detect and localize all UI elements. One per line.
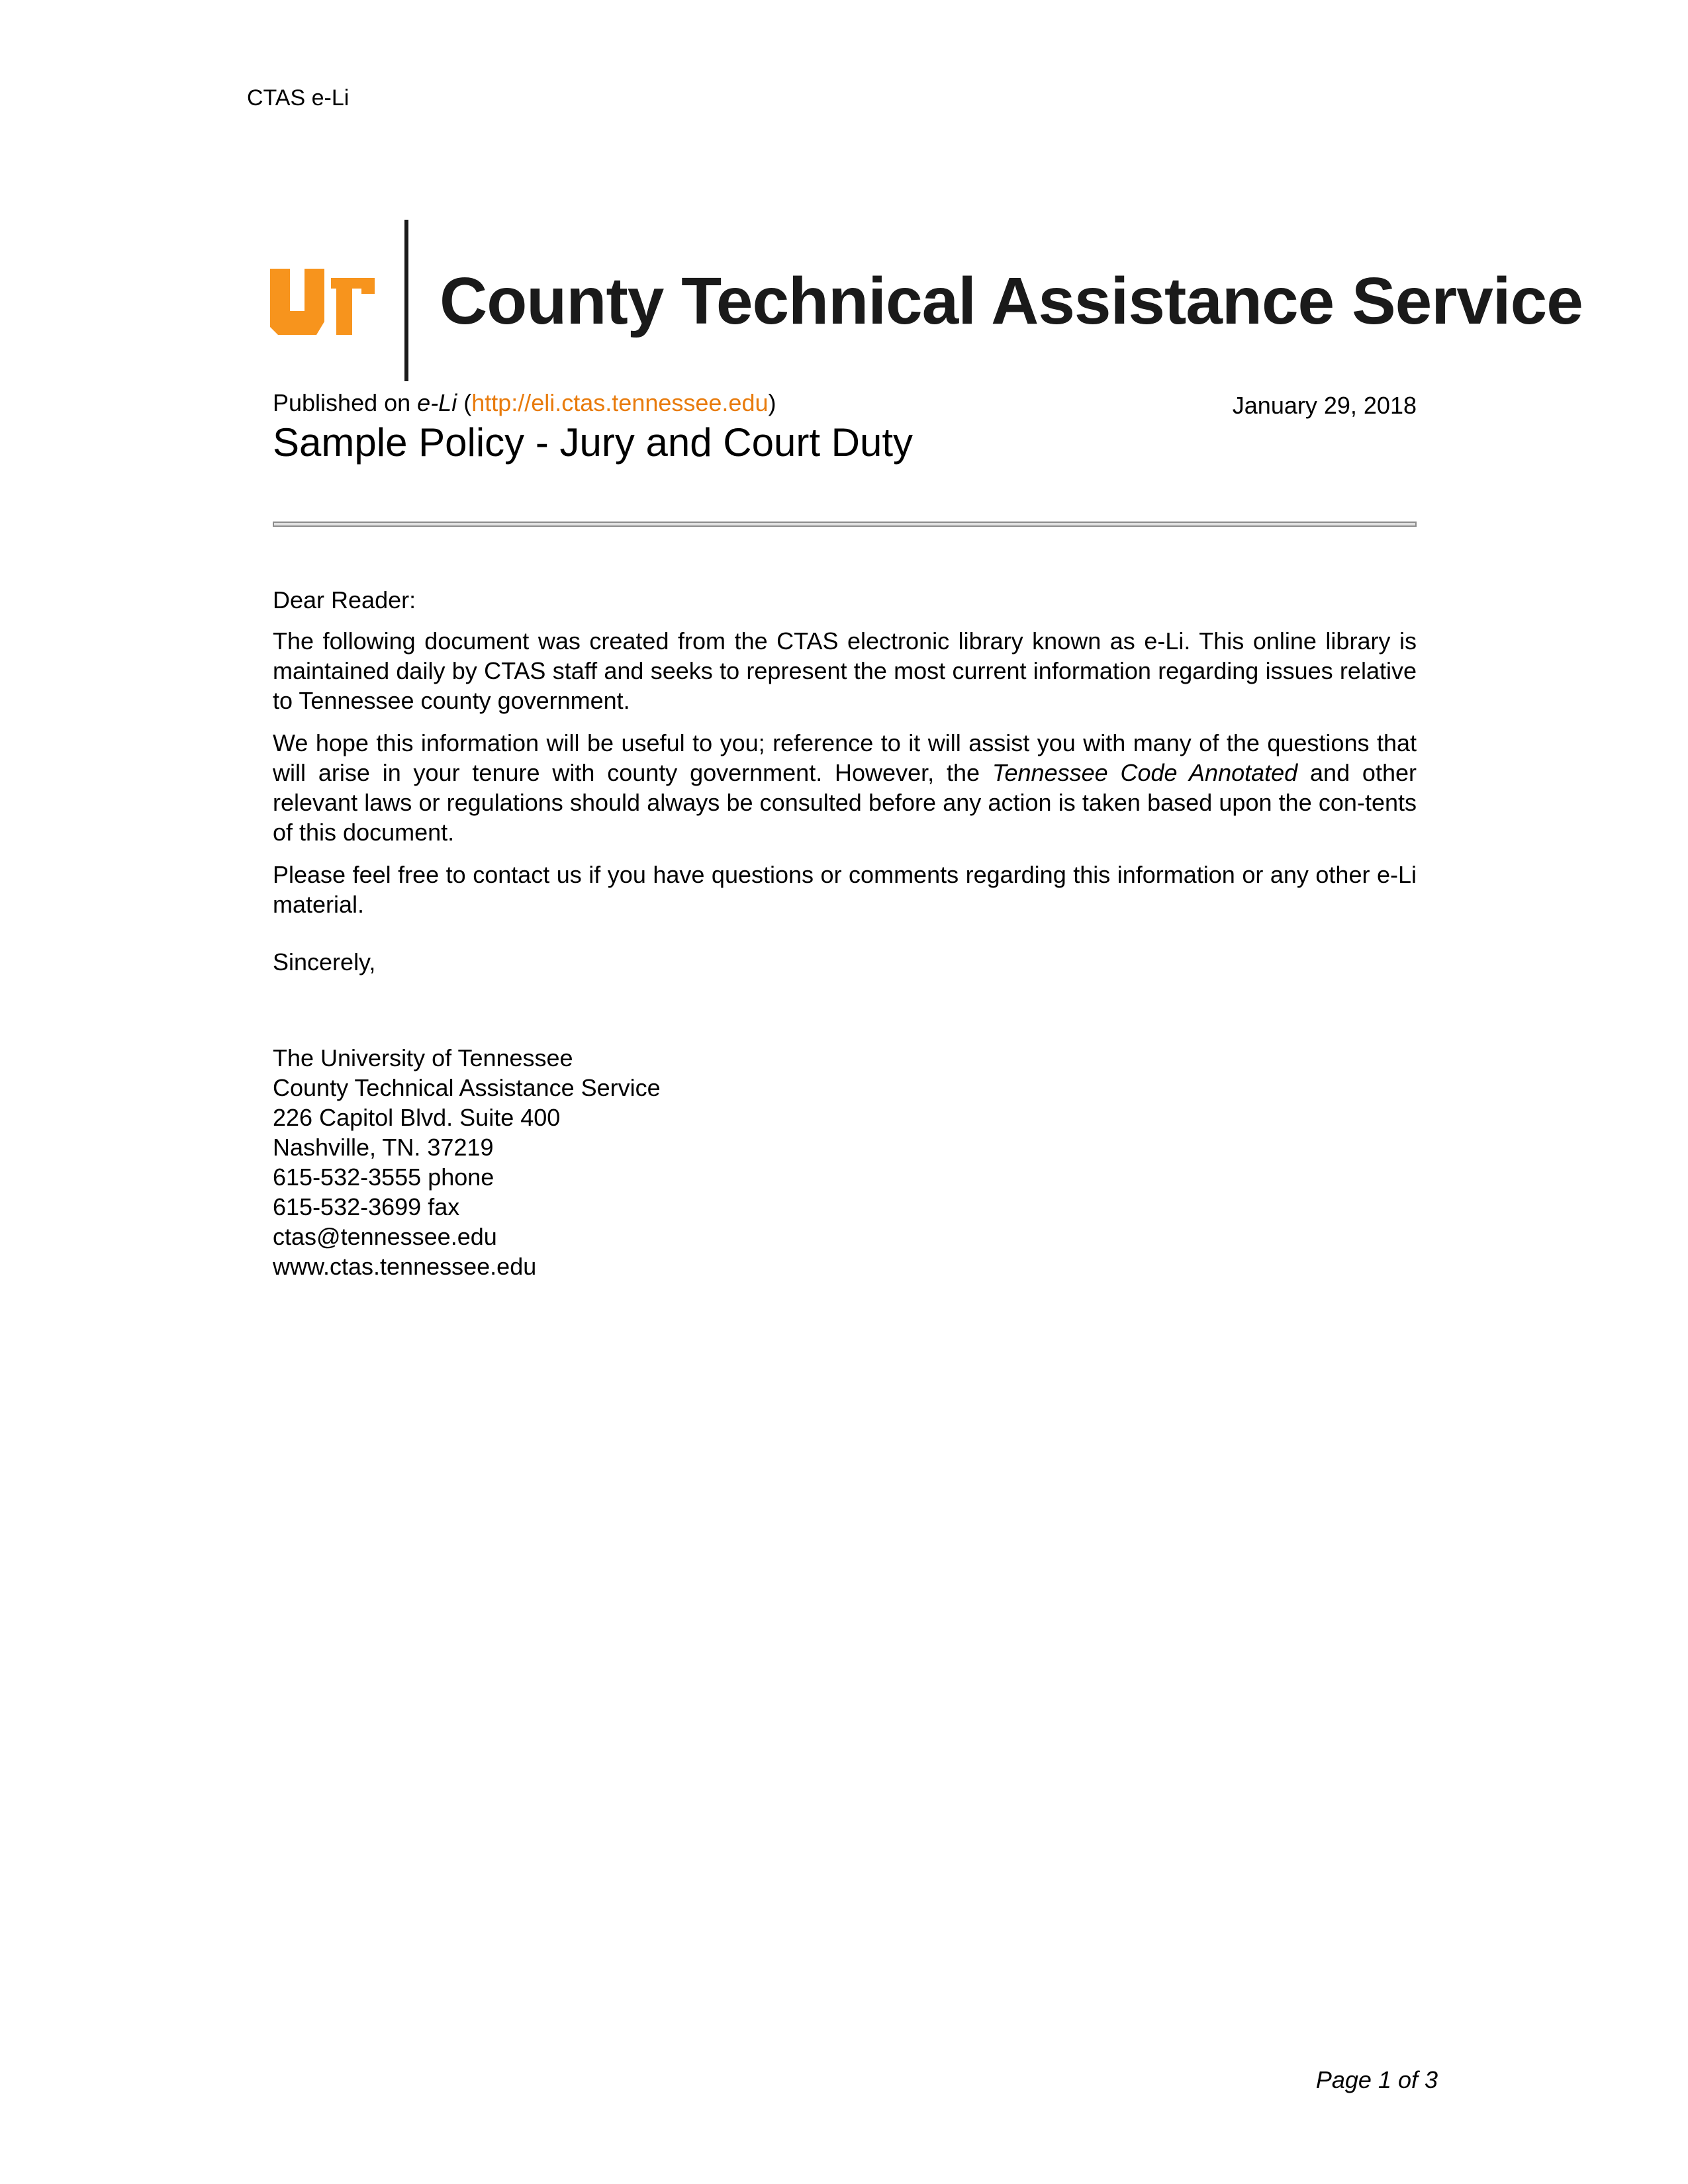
address-block bbox=[273, 1043, 1417, 1281]
salutation: Dear Reader: bbox=[273, 586, 416, 614]
address-line-org: County Technical Assistance Service bbox=[273, 1074, 661, 1101]
address-line-university: The University of Tennessee bbox=[273, 1044, 573, 1071]
address-line-city: Nashville, TN. 37219 bbox=[273, 1134, 494, 1161]
paragraph-intro: The following document was created from the CTAS electronic library known as e-Li. This online library is maintained daily by CTAS staff and seeks to represent the most current information regarding issues relative to Tennessee county government. bbox=[273, 627, 1417, 714]
title-divider bbox=[273, 522, 1417, 527]
address-line-street: 226 Capitol Blvd. Suite 400 bbox=[273, 1104, 561, 1131]
paragraph-usage-part1: We hope this information will be useful to you; reference to it will assist you with many of the questions that will arise in your tenure with county government. However, the bbox=[273, 729, 1417, 786]
logo-org-name: County Technical Assistance Service bbox=[440, 264, 1583, 338]
paragraph-usage-part2: and other relevant laws or regulations should always be consulted before any action is taken based upon the con-tents of this document. bbox=[273, 759, 1417, 846]
address-line-website: www.ctas.tennessee.edu bbox=[273, 1253, 537, 1280]
publication-date: January 29, 2018 bbox=[1232, 392, 1417, 419]
site-url-link[interactable]: http://eli.ctas.tennessee.edu bbox=[471, 389, 769, 416]
site-name: e-Li bbox=[417, 389, 457, 416]
address-line-fax: 615-532-3699 fax bbox=[273, 1193, 460, 1220]
page-number: Page 1 of 3 bbox=[1315, 2066, 1438, 2093]
address-line-email: ctas@tennessee.edu bbox=[273, 1223, 497, 1250]
address-line-phone: 615-532-3555 phone bbox=[273, 1163, 494, 1191]
published-prefix: Published on bbox=[273, 389, 418, 416]
ut-logo-icon bbox=[270, 269, 375, 335]
page-title: Sample Policy - Jury and Court Duty bbox=[273, 420, 914, 465]
letter-body bbox=[273, 585, 1417, 1281]
closing: Sincerely, bbox=[273, 948, 376, 976]
tca-reference: Tennessee Code Annotated bbox=[992, 759, 1298, 786]
ctas-logo bbox=[270, 220, 1583, 385]
close-paren: ) bbox=[768, 389, 776, 416]
published-on-line bbox=[273, 389, 776, 417]
logo-divider bbox=[404, 220, 408, 381]
open-paren: ( bbox=[457, 389, 472, 416]
paragraph-contact: Please feel free to contact us if you have questions or comments regarding this information or any other e-Li material. bbox=[273, 861, 1417, 918]
running-header: CTAS e-Li bbox=[247, 85, 350, 111]
paragraph-usage bbox=[273, 728, 1417, 847]
